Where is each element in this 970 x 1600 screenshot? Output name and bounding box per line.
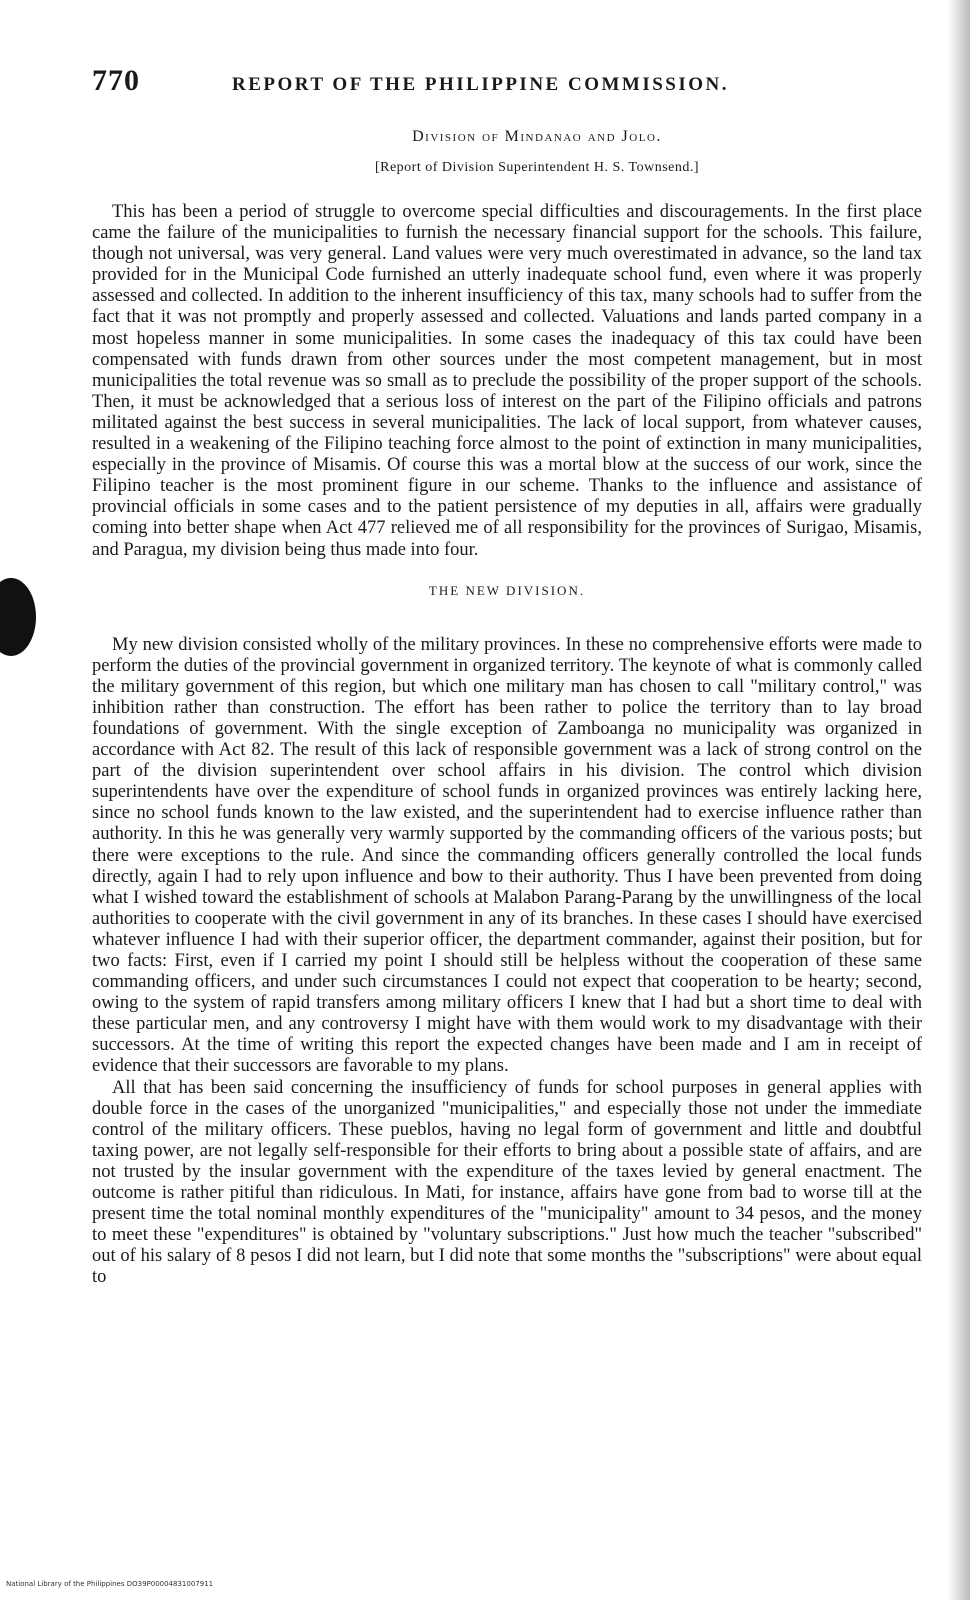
running-header: [92, 64, 922, 108]
division-subtitle: [Report of Division Superintendent H. S. Townsend.]: [374, 160, 700, 175]
page-number: 770: [92, 64, 140, 97]
body-paragraph: All that has been said concerning the insufficiency of funds for school purposes in general applies with double force in the cases of the unorganized "municipalities," and especially those not under the immediate control of the military officers. These pueblos, having no legal form of government and little and doubtful taxing power, are not legally self-responsible for their efforts to bring about a possible state of affairs, and are not trusted by the insular government with the expenditure of the taxes levied by general enactment. The outcome is rather pitiful than ridiculous. In Mati, for instance, affairs have gone from bad to worse till at the present time the total nominal monthly expenditures of the "municipality" amount to 34 pesos, and the money to meet these "expenditures" is obtained by "voluntary subscriptions." Just how much the teacher "subscribed" out of his salary of 8 pesos I did not learn, but I did note that some months the "subscriptions" were about equal to: [92, 1077, 922, 1288]
archive-footer-note: National Library of the Philippines DO39P00004831007911: [6, 1580, 214, 1588]
section-heading: THE NEW DIVISION.: [428, 582, 586, 598]
document-page: [92, 64, 922, 1289]
report-title: REPORT OF THE PHILIPPINE COMMISSION.: [232, 74, 730, 95]
body-paragraph: My new division consisted wholly of the military provinces. In these no comprehensive efforts were made to perform the duties of the provincial government in organized territory. The keynote of what is commonly called the military government of this region, but which one military man has chosen to call "military control," was inhibition rather than construction. The effort has been rather to police the territory than to lay broad foundations of government. With the single exception of Zamboanga no municipality was organized in accordance with Act 82. The result of this lack of responsible government was a lack of strong control on the part of the division superintendent over school affairs in his division. The control which division superintendents have over the expenditure of school funds in organized provinces was entirely lacking here, since no school funds known to the law existed, and the superintendent had to exercise influence rather than authority. In this he was generally very warmly supported by the commanding officers of the various posts; but there were exceptions to the rule. And since the commanding officers generally controlled the local funds directly, again I had to rely upon influence and bow to their authority. Thus I have been prevented from doing what I wished toward the establishment of schools at Malabon Parang-Parang by the unwillingness of the local authorities to cooperate with the civil government in any of its branches. In these cases I should have exercised whatever influence I had with their superior officer, the department commander, against their position, but for two facts: First, even if I carried my point I should still be helpless without the cooperation of these same commanding officers, and under such circumstances I could not expect that cooperation to be hearty; second, owing to the system of rapid transfers among military officers I knew that I had but a short time to deal with these particular men, and any controversy I might have with them would work to my disadvantage with their successors. At the time of writing this report the expected changes have been made and I am in receipt of evidence that their successors are favorable to my plans.: [92, 634, 922, 1077]
body-paragraph: This has been a period of struggle to overcome special difficulties and discouragements. In the first place came the failure of the municipalities to furnish the necessary financial support for the schools. This failure, though not universal, was very general. Land values were very much overestimated in advance, so the land tax provided for in the Municipal Code furnished an utterly inadequate school fund, even where it was properly assessed and collected. In addition to the inherent insufficiency of this tax, many schools had to suffer from the fact that it was not promptly and properly assessed and collected. Valuations and lands parted company in a most hopeless manner in some municipalities. In some cases the inadequacy of this tax could have been compensated with funds drawn from other sources under the most competent management, but in most municipalities the total revenue was so small as to preclude the possibility of the proper support of the schools. Then, it must be acknowledged that a serious loss of interest on the part of the Filipino officials and patrons militated against the best success in several municipalities. The lack of local support, from whatever causes, resulted in a weakening of the Filipino teaching force almost to the point of extinction in many municipalities, especially in the province of Misamis. Of course this was a mortal blow at the success of our work, since the Filipino teacher is the most prominent figure in our scheme. Thanks to the influence and assistance of provincial officials in some cases and to the patient persistence of my deputies in all, affairs were gradually coming into better shape when Act 477 relieved me of all responsibility for the provinces of Surigao, Misamis, and Paragua, my division being thus made into four.: [92, 202, 922, 560]
division-title: Division of Mindanao and Jolo.: [412, 128, 662, 145]
scan-edge-shadow: [948, 0, 970, 1600]
scan-thumb-shadow: [0, 578, 36, 656]
